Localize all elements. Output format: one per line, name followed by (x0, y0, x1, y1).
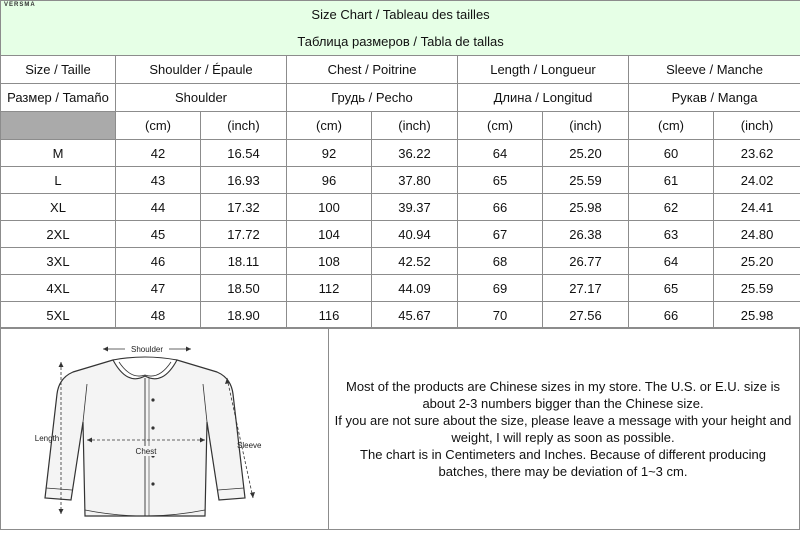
size-cell: 5XL (1, 302, 116, 329)
measurement-cell: 36.22 (372, 140, 458, 167)
measurement-cell: 26.77 (543, 248, 629, 275)
measurement-cell: 61 (629, 167, 714, 194)
header-shoulder-alt: Shoulder (116, 84, 287, 112)
measurement-cell: 66 (629, 302, 714, 329)
unit-cell: (inch) (714, 112, 800, 140)
table-row (1, 167, 800, 194)
measurement-cell: 42.52 (372, 248, 458, 275)
measurement-cell: 60 (629, 140, 714, 167)
measurement-cell: 39.37 (372, 194, 458, 221)
note-line: The chart is in Centimeters and Inches. Because of different producing (331, 446, 795, 463)
note-line: Most of the products are Chinese sizes in my store. The U.S. or E.U. size is (331, 378, 795, 395)
table-row (1, 302, 800, 329)
header-row-1 (1, 56, 800, 84)
units-corner-cell (1, 112, 116, 140)
measurement-cell: 25.98 (543, 194, 629, 221)
measurement-cell: 100 (287, 194, 372, 221)
table-row (1, 275, 800, 302)
header-shoulder: Shoulder / Épaule (116, 56, 287, 84)
size-cell: 2XL (1, 221, 116, 248)
header-sleeve-alt: Рукав / Manga (629, 84, 800, 112)
measurement-cell: 65 (458, 167, 543, 194)
units-row (1, 112, 800, 140)
measurement-cell: 26.38 (543, 221, 629, 248)
length-label: Length (35, 434, 59, 443)
measurement-cell: 48 (116, 302, 201, 329)
measurement-cell: 25.20 (714, 248, 800, 275)
header-row-2 (1, 84, 800, 112)
note-line: about 2-3 numbers bigger than the Chinese size. (331, 395, 795, 412)
measurement-cell: 23.62 (714, 140, 800, 167)
bottom-section (0, 327, 800, 530)
measurement-cell: 42 (116, 140, 201, 167)
size-cell: 4XL (1, 275, 116, 302)
measurement-cell: 25.98 (714, 302, 800, 329)
measurement-cell: 70 (458, 302, 543, 329)
table-row (1, 194, 800, 221)
header-length-alt: Длина / Longitud (458, 84, 629, 112)
table-row (1, 221, 800, 248)
measurement-cell: 96 (287, 167, 372, 194)
measurement-cell: 108 (287, 248, 372, 275)
size-rows (1, 140, 800, 329)
measurement-cell: 45 (116, 221, 201, 248)
measurement-cell: 64 (458, 140, 543, 167)
note-line: weight, I will reply as soon as possible. (331, 429, 795, 446)
measurement-cell: 66 (458, 194, 543, 221)
measurement-cell: 24.02 (714, 167, 800, 194)
header-size: Size / Taille (1, 56, 116, 84)
unit-cell: (cm) (458, 112, 543, 140)
measurement-cell: 43 (116, 167, 201, 194)
header-chest-alt: Грудь / Pecho (287, 84, 458, 112)
measurement-cell: 16.54 (201, 140, 287, 167)
chart-title-line2: Таблица размеров / Tabla de tallas (1, 28, 800, 56)
size-note-panel (327, 327, 800, 530)
measurement-cell: 68 (458, 248, 543, 275)
measurement-cell: 47 (116, 275, 201, 302)
unit-cell: (inch) (201, 112, 287, 140)
table-row (1, 140, 800, 167)
chart-title-line1: Size Chart / Tableau des tailles (1, 1, 800, 29)
size-cell: XL (1, 194, 116, 221)
measurement-cell: 46 (116, 248, 201, 275)
measurement-cell: 69 (458, 275, 543, 302)
note-line: If you are not sure about the size, please leave a message with your height and (331, 412, 795, 429)
measurement-cell: 44.09 (372, 275, 458, 302)
size-note (327, 378, 799, 480)
measurement-cell: 18.11 (201, 248, 287, 275)
measurement-cell: 27.17 (543, 275, 629, 302)
header-length: Length / Longueur (458, 56, 629, 84)
header-size-alt: Размер / Tamaño (1, 84, 116, 112)
measurement-cell: 27.56 (543, 302, 629, 329)
brand-logo: VERSMA (4, 2, 36, 8)
measurement-cell: 45.67 (372, 302, 458, 329)
measurement-cell: 16.93 (201, 167, 287, 194)
measurement-cell: 64 (629, 248, 714, 275)
unit-cell: (cm) (287, 112, 372, 140)
measurement-cell: 25.20 (543, 140, 629, 167)
size-cell: L (1, 167, 116, 194)
measurement-cell: 24.41 (714, 194, 800, 221)
measurement-cell: 92 (287, 140, 372, 167)
size-cell: 3XL (1, 248, 116, 275)
measurement-cell: 17.72 (201, 221, 287, 248)
unit-cell: (cm) (116, 112, 201, 140)
measurement-cell: 44 (116, 194, 201, 221)
measurement-cell: 37.80 (372, 167, 458, 194)
measurement-cell: 25.59 (714, 275, 800, 302)
shirt-diagram-icon (1, 328, 328, 529)
measurement-cell: 62 (629, 194, 714, 221)
size-cell: M (1, 140, 116, 167)
header-chest: Chest / Poitrine (287, 56, 458, 84)
measurement-cell: 104 (287, 221, 372, 248)
table-row (1, 248, 800, 275)
note-line: batches, there may be deviation of 1~3 cm. (331, 463, 795, 480)
measurement-cell: 112 (287, 275, 372, 302)
measurement-diagram (0, 327, 329, 530)
unit-cell: (cm) (629, 112, 714, 140)
chest-label: Chest (136, 447, 158, 456)
sleeve-label: Sleeve (237, 441, 262, 450)
measurement-cell: 25.59 (543, 167, 629, 194)
header-sleeve: Sleeve / Manche (629, 56, 800, 84)
measurement-cell: 116 (287, 302, 372, 329)
measurement-cell: 17.32 (201, 194, 287, 221)
measurement-cell: 24.80 (714, 221, 800, 248)
measurement-cell: 65 (629, 275, 714, 302)
measurement-cell: 67 (458, 221, 543, 248)
measurement-cell: 18.50 (201, 275, 287, 302)
measurement-cell: 40.94 (372, 221, 458, 248)
unit-cell: (inch) (372, 112, 458, 140)
measurement-cell: 18.90 (201, 302, 287, 329)
shoulder-label: Shoulder (131, 345, 163, 354)
unit-cell: (inch) (543, 112, 629, 140)
measurement-cell: 63 (629, 221, 714, 248)
